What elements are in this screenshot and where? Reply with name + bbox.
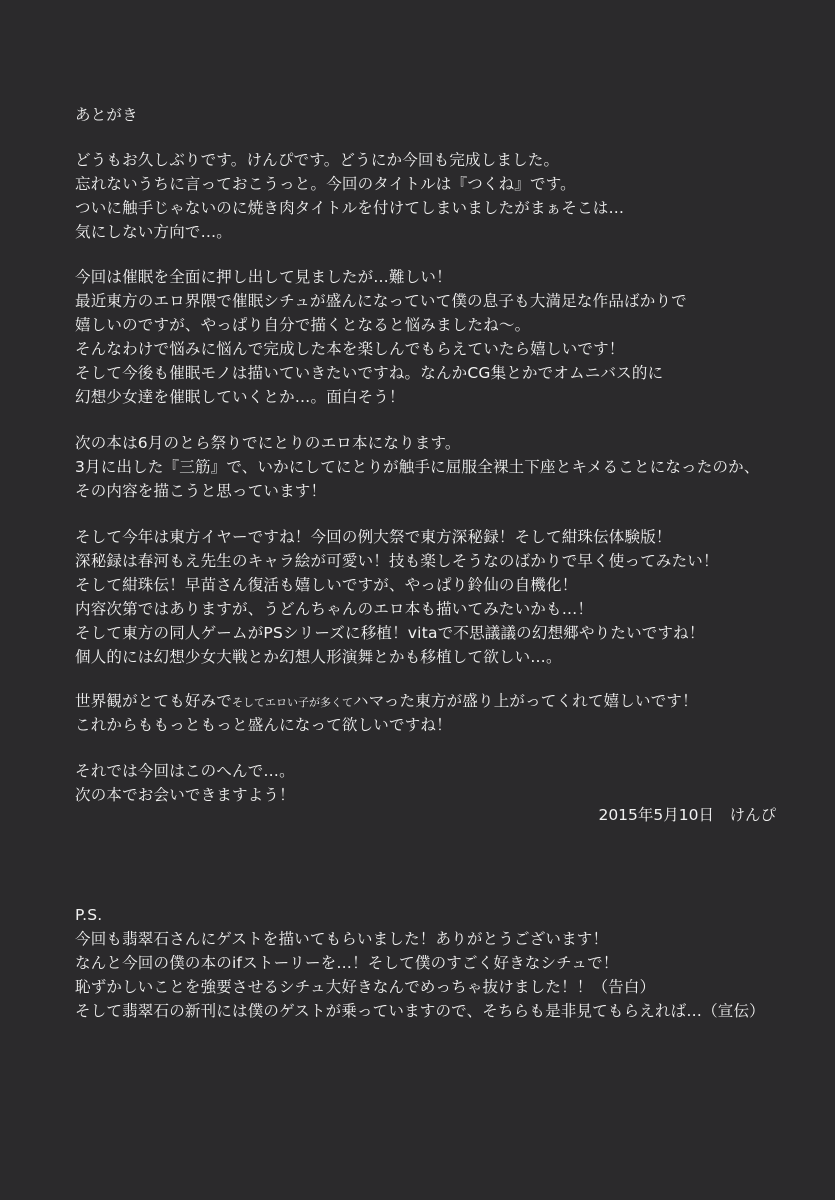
text-line: なんと今回の僕の本のifストーリーを…！そして僕のすごく好きなシチュで！ xyxy=(75,954,619,972)
text-line: 3月に出した『三筋』で、いかにしてにとりが触手に屈服全裸土下座とキメることになったのか、 xyxy=(75,458,760,476)
text-line xyxy=(75,690,698,714)
text-line: そんなわけで悩みに悩んで完成した本を楽しんでもらえていたら嬉しいです！ xyxy=(75,340,625,358)
text-line: ついに触手じゃないのに焼き肉タイトルを付けてしまいましたがまぁそこは… xyxy=(75,199,625,217)
afterword-heading: あとがき xyxy=(75,106,138,124)
text-line: そして今後も催眠モノは描いていきたいですね。なんかCG集とかでオムニバス的に xyxy=(75,364,664,382)
text-line: 深秘録は春河もえ先生のキャラ絵が可愛い！技も楽しそうなのばかりで早く使ってみたい！ xyxy=(75,552,719,570)
ps-heading: P.S. xyxy=(75,906,103,924)
text-line: 次の本は6月のとら祭りでにとりのエロ本になります。 xyxy=(75,434,461,452)
small-aside-text: そしてエロい子が多くて xyxy=(232,696,354,709)
text-line: 内容次第ではありますが、うどんちゃんのエロ本も描いてみたいかも…！ xyxy=(75,600,594,618)
text-line: これからももっともっと盛んになって欲しいですね！ xyxy=(75,716,452,734)
text-line: 最近東方のエロ界隈で催眠シチュが盛んになっていて僕の息子も大満足な作品ばかりで xyxy=(75,292,687,310)
text-line: どうもお久しぶりです。けんぴです。どうにか今回も完成しました。 xyxy=(75,151,560,169)
signature-date: 2015年5月10日 けんぴ xyxy=(598,806,776,824)
text-line: 幻想少女達を催眠していくとか…。面白そう！ xyxy=(75,388,405,406)
text-line: そして今年は東方イヤーですね！今回の例大祭で東方深秘録！そして紺珠伝体験版！ xyxy=(75,528,672,546)
text-line: 嬉しいのですが、やっぱり自分で描くとなると悩みましたね～。 xyxy=(75,316,531,334)
text-line: 今回は催眠を全面に押し出して見ましたが…難しい！ xyxy=(75,268,452,286)
text-line: 個人的には幻想少女大戦とか幻想人形演舞とかも移植して欲しい…。 xyxy=(75,648,562,666)
text-line: 次の本でお会いできますよう！ xyxy=(75,786,295,804)
text-line: 今回も翡翠石さんにゲストを描いてもらいました！ありがとうございます！ xyxy=(75,930,609,948)
text-line: 忘れないうちに言っておこうっと。今回のタイトルは『つくね』です。 xyxy=(75,175,576,193)
text-line: そして紺珠伝！早苗さん復活も嬉しいですが、やっぱり鈴仙の自機化！ xyxy=(75,576,578,594)
text-line: そして東方の同人ゲームがPSシリーズに移植！vitaで不思議議の幻想郷やりたいですね！ xyxy=(75,624,705,642)
text-line: そして翡翠石の新刊には僕のゲストが乗っていますので、そちらも是非見てもらえれば…（宣伝） xyxy=(75,1002,765,1020)
text-fragment: ハマった東方が盛り上がってくれて嬉しいです！ xyxy=(353,692,698,710)
text-line: 気にしない方向で…。 xyxy=(75,223,233,241)
text-line: 恥ずかしいことを強要させるシチュ大好きなんでめっちゃ抜けました！！（告白） xyxy=(75,978,656,996)
text-line: その内容を描こうと思っています！ xyxy=(75,482,327,500)
text-fragment: 世界観がとても好みで xyxy=(75,692,233,710)
text-line: それでは今回はこのへんで…。 xyxy=(75,762,295,780)
